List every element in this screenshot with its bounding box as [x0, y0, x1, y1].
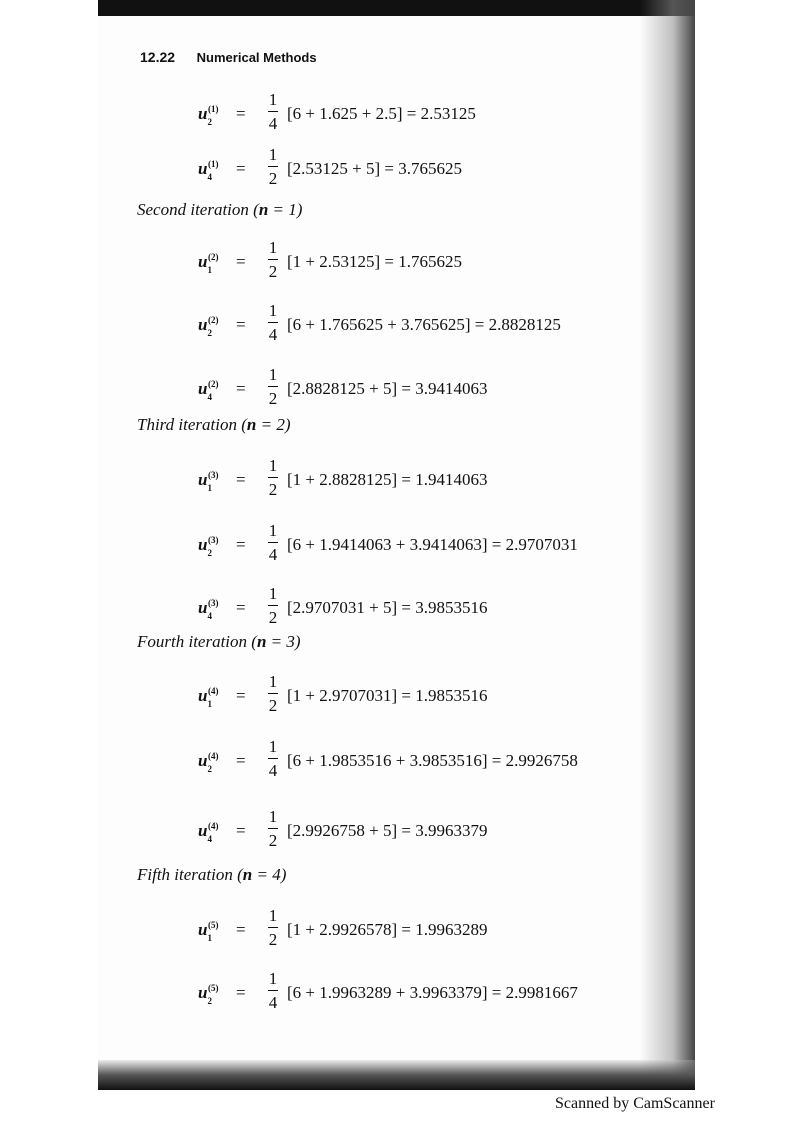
equation-expression: [2.9707031 + 5] = 3.9853516	[287, 598, 488, 617]
fraction	[266, 737, 280, 782]
fraction-bar	[268, 927, 278, 928]
numerator: 1	[268, 969, 278, 988]
heading-n: n	[258, 200, 269, 219]
variable-symbol: u	[198, 686, 208, 705]
equation-variable	[198, 821, 238, 845]
denominator: 2	[268, 389, 278, 408]
fraction	[266, 584, 280, 629]
fraction	[266, 521, 280, 566]
heading-text: Fourth iteration (	[137, 632, 257, 651]
page-number: 12.22	[140, 49, 176, 65]
equals-sign: =	[236, 920, 246, 939]
variable-subscript: 2	[207, 764, 212, 775]
heading-text: Third iteration (	[137, 415, 247, 434]
fraction	[266, 807, 280, 852]
heading-n: n	[242, 865, 253, 884]
fraction-bar	[268, 828, 278, 829]
iteration-heading	[137, 632, 301, 652]
fraction	[266, 906, 280, 951]
variable-superscript: (5)	[207, 983, 219, 994]
variable-superscript: (1)	[207, 104, 219, 115]
equation-expression: [6 + 1.9853516 + 3.9853516] = 2.9926758	[287, 751, 578, 770]
heading-rest: = 3)	[266, 632, 301, 651]
equation-expression: [2.9926758 + 5] = 3.9963379	[287, 821, 488, 840]
equals-sign: =	[236, 159, 246, 178]
equation-expression: [1 + 2.9926578] = 1.9963289	[287, 920, 488, 939]
numerator: 1	[268, 145, 278, 164]
equation-variable	[198, 751, 238, 775]
fraction	[266, 969, 280, 1014]
numerator: 1	[268, 672, 278, 691]
variable-subscript: 4	[207, 834, 212, 845]
heading-rest: = 4)	[252, 865, 287, 884]
variable-subscript: 1	[207, 265, 212, 276]
equation-variable	[198, 159, 238, 183]
equation-expression: [6 + 1.625 + 2.5] = 2.53125	[287, 104, 476, 123]
equation-variable	[198, 598, 238, 622]
numerator: 1	[268, 301, 278, 320]
variable-subscript: 4	[207, 392, 212, 403]
equals-sign: =	[236, 598, 246, 617]
heading-text: Second iteration (	[137, 200, 259, 219]
variable-symbol: u	[198, 535, 208, 554]
variable-symbol: u	[198, 379, 208, 398]
denominator: 4	[268, 761, 278, 780]
iteration-heading	[137, 415, 291, 435]
iteration-heading	[137, 200, 302, 220]
fraction-bar	[268, 758, 278, 759]
equation-variable	[198, 104, 238, 128]
denominator: 2	[268, 831, 278, 850]
equals-sign: =	[236, 751, 246, 770]
equation-variable	[198, 983, 238, 1007]
fraction-bar	[268, 386, 278, 387]
variable-superscript: (1)	[207, 159, 219, 170]
fraction	[266, 365, 280, 410]
heading-rest: = 1)	[268, 200, 303, 219]
denominator: 2	[268, 608, 278, 627]
variable-symbol: u	[198, 751, 208, 770]
variable-superscript: (2)	[207, 379, 219, 390]
variable-superscript: (3)	[207, 598, 219, 609]
numerator: 1	[268, 521, 278, 540]
equals-sign: =	[236, 470, 246, 489]
equation-expression: [6 + 1.765625 + 3.765625] = 2.8828125	[287, 315, 561, 334]
equals-sign: =	[236, 535, 246, 554]
variable-subscript: 4	[207, 611, 212, 622]
denominator: 2	[268, 696, 278, 715]
variable-subscript: 1	[207, 483, 212, 494]
variable-subscript: 4	[207, 172, 212, 183]
variable-subscript: 2	[207, 117, 212, 128]
heading-n: n	[246, 415, 257, 434]
fraction	[266, 456, 280, 501]
equals-sign: =	[236, 315, 246, 334]
variable-subscript: 1	[207, 933, 212, 944]
variable-symbol: u	[198, 315, 208, 334]
variable-superscript: (5)	[207, 920, 219, 931]
fraction-bar	[268, 542, 278, 543]
denominator: 4	[268, 325, 278, 344]
fraction-bar	[268, 322, 278, 323]
numerator: 1	[268, 238, 278, 257]
fraction-bar	[268, 605, 278, 606]
equation-expression: [2.8828125 + 5] = 3.9414063	[287, 379, 488, 398]
equation-expression: [6 + 1.9963289 + 3.9963379] = 2.9981667	[287, 983, 578, 1002]
fraction-bar	[268, 259, 278, 260]
variable-symbol: u	[198, 159, 208, 178]
variable-symbol: u	[198, 104, 208, 123]
variable-subscript: 2	[207, 328, 212, 339]
camscanner-watermark: Scanned by CamScanner	[555, 1095, 715, 1112]
denominator: 2	[268, 262, 278, 281]
variable-symbol: u	[198, 821, 208, 840]
fraction-bar	[268, 111, 278, 112]
variable-symbol: u	[198, 598, 208, 617]
denominator: 2	[268, 480, 278, 499]
variable-symbol: u	[198, 470, 208, 489]
numerator: 1	[268, 807, 278, 826]
equation-variable	[198, 920, 238, 944]
running-header	[140, 49, 317, 65]
denominator: 4	[268, 545, 278, 564]
variable-superscript: (4)	[207, 751, 219, 762]
heading-text: Fifth iteration (	[137, 865, 243, 884]
numerator: 1	[268, 365, 278, 384]
variable-symbol: u	[198, 983, 208, 1002]
variable-superscript: (3)	[207, 470, 219, 481]
equation-variable	[198, 379, 238, 403]
fraction	[266, 238, 280, 283]
fraction-bar	[268, 693, 278, 694]
equals-sign: =	[236, 252, 246, 271]
fraction	[266, 145, 280, 190]
variable-symbol: u	[198, 252, 208, 271]
variable-subscript: 2	[207, 548, 212, 559]
numerator: 1	[268, 737, 278, 756]
scan-bottom-border	[98, 1060, 695, 1090]
fraction	[266, 301, 280, 346]
fraction-bar	[268, 166, 278, 167]
variable-subscript: 1	[207, 699, 212, 710]
equation-expression: [1 + 2.9707031] = 1.9853516	[287, 686, 488, 705]
equation-expression: [2.53125 + 5] = 3.765625	[287, 159, 462, 178]
equation-variable	[198, 315, 238, 339]
fraction-bar	[268, 990, 278, 991]
equals-sign: =	[236, 983, 246, 1002]
heading-rest: = 2)	[256, 415, 291, 434]
heading-n: n	[256, 632, 267, 651]
numerator: 1	[268, 90, 278, 109]
variable-superscript: (2)	[207, 252, 219, 263]
variable-superscript: (3)	[207, 535, 219, 546]
denominator: 2	[268, 930, 278, 949]
scan-right-shadow	[640, 0, 695, 1090]
fraction-bar	[268, 477, 278, 478]
variable-superscript: (2)	[207, 315, 219, 326]
equation-variable	[198, 686, 238, 710]
variable-superscript: (4)	[207, 686, 219, 697]
equation-expression: [1 + 2.8828125] = 1.9414063	[287, 470, 488, 489]
variable-superscript: (4)	[207, 821, 219, 832]
iteration-heading	[137, 865, 286, 885]
equals-sign: =	[236, 686, 246, 705]
variable-symbol: u	[198, 920, 208, 939]
equals-sign: =	[236, 379, 246, 398]
book-title: Numerical Methods	[196, 50, 317, 65]
equals-sign: =	[236, 104, 246, 123]
fraction	[266, 90, 280, 135]
equation-variable	[198, 535, 238, 559]
numerator: 1	[268, 906, 278, 925]
scan-top-border	[98, 0, 695, 16]
numerator: 1	[268, 456, 278, 475]
equation-expression: [6 + 1.9414063 + 3.9414063] = 2.9707031	[287, 535, 578, 554]
denominator: 4	[268, 114, 278, 133]
numerator: 1	[268, 584, 278, 603]
denominator: 4	[268, 993, 278, 1012]
equation-variable	[198, 470, 238, 494]
fraction	[266, 672, 280, 717]
equals-sign: =	[236, 821, 246, 840]
variable-subscript: 2	[207, 996, 212, 1007]
equation-variable	[198, 252, 238, 276]
equation-expression: [1 + 2.53125] = 1.765625	[287, 252, 462, 271]
denominator: 2	[268, 169, 278, 188]
